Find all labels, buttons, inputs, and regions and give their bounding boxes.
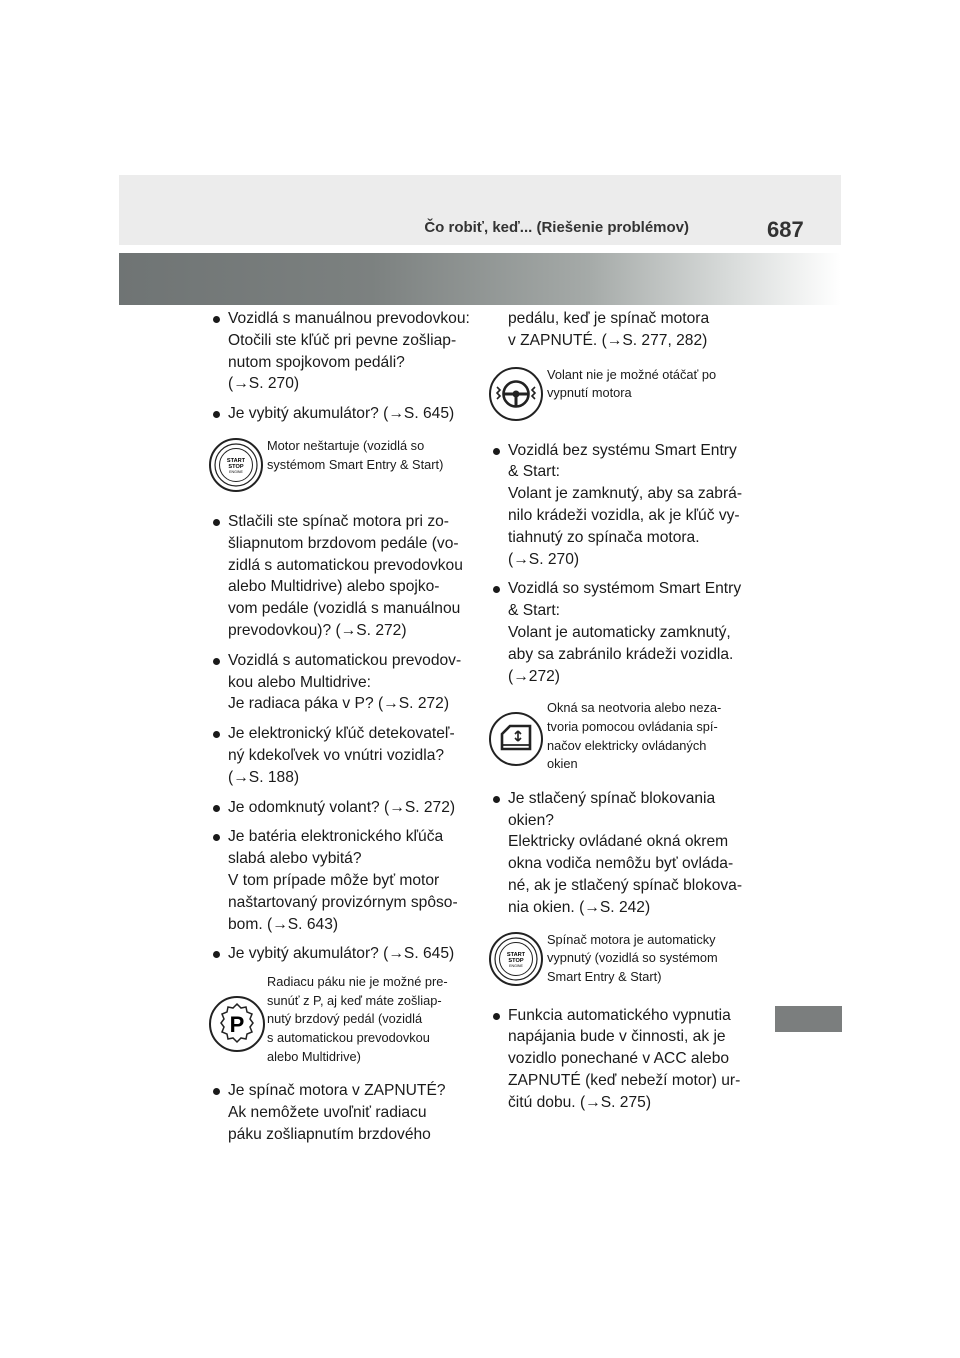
start-stop-engine-button-icon (208, 437, 264, 493)
text-line: & Start: (508, 463, 560, 481)
text-line: Elektricky ovládané okná okrem (508, 833, 729, 851)
bullet-item (211, 308, 471, 395)
bullet-item (211, 403, 471, 425)
text-line: zidlá s automatickou prevodovkou (228, 556, 463, 574)
icon-label: START (506, 951, 526, 958)
text-line: vypnutí motora (547, 385, 632, 401)
header-gradient-bar (119, 253, 841, 305)
callout-shift-lever-stuck (208, 973, 471, 1066)
callout-caption (267, 437, 471, 474)
text-line: (→S. 270) (508, 550, 580, 568)
text-line: Volant je zamknutý, aby sa zabrá- (508, 485, 743, 503)
bullet-item (211, 723, 471, 788)
text-line: Je batéria elektronického kľúča (228, 828, 444, 846)
text-line: aby sa zabránilo krádeži vozidla. (508, 645, 734, 663)
callout-steering-locked (488, 366, 751, 426)
text-line: okien? (508, 811, 554, 829)
text-line: Je elektronický kľúč detekovateľ- (228, 725, 455, 743)
text-line: Je odomknutý volant? (→S. 272) (228, 798, 456, 816)
text-line: Otočili ste kľúč pri pevne zošliap- (228, 331, 457, 349)
text-line: & Start: (508, 602, 560, 620)
icon-label: ENGINE (509, 963, 523, 968)
text-line: prevodovkou)? (→S. 272) (228, 621, 407, 639)
icon-label: ENGINE (229, 469, 243, 474)
text-line: Motor neštartuje (vozidlá so (267, 437, 425, 453)
icon-label: STOP (508, 957, 524, 964)
text-line: Funkcia automatického vypnutia (508, 1006, 731, 1024)
power-window-icon (488, 711, 544, 767)
text-line: alebo Multidrive) alebo spojko- (228, 578, 440, 596)
icon-label: P (229, 1012, 245, 1038)
text-line: Radiacu páku nie je možné pre- (267, 974, 448, 990)
text-line: slabá alebo vybitá? (228, 850, 362, 868)
text-line: Spínač motora je automaticky (547, 931, 716, 947)
text-line: okna vodiča nemôžu byť ovláda- (508, 855, 734, 873)
bullet-item (491, 578, 751, 687)
bullet-item (211, 943, 471, 965)
header-band (119, 175, 841, 245)
text-line: šliapnutom brzdovom pedále (vo- (228, 534, 459, 552)
bullet-item (211, 511, 471, 642)
text-line: Vozidlá bez systému Smart Entry (508, 441, 737, 459)
text-line: systémom Smart Entry & Start) (267, 456, 444, 472)
text-line: nia okien. (→S. 242) (508, 898, 651, 916)
text-line: sunúť z P, aj keď máte zošliap- (267, 992, 442, 1008)
text-line: V tom prípade môže byť motor (228, 871, 440, 889)
text-line: Je vybitý akumulátor? (→S. 645) (228, 405, 455, 423)
callout-engine-auto-off (488, 931, 751, 991)
text-line: okien (547, 756, 578, 772)
icon-label: STOP (228, 463, 244, 470)
text-line: vypnutý (vozidlá so systémom (547, 950, 718, 966)
text-line: v ZAPNUTÉ. (→S. 277, 282) (508, 331, 708, 349)
text-line: (→S. 188) (228, 768, 300, 786)
text-line: vozidlo ponechané v ACC alebo (508, 1050, 730, 1068)
text-line: bom. (→S. 643) (228, 915, 339, 933)
text-line: Je spínač motora v ZAPNUTÉ? (228, 1082, 446, 1100)
text-line: napájania bude v činnosti, ak je (508, 1028, 726, 1046)
chapter-thumb-tab (775, 1006, 842, 1032)
text-line: Je radiaca páka v P? (→S. 272) (228, 695, 450, 713)
text-line: (→272) (508, 667, 560, 685)
text-line: naštartovaný provizórnym spôso- (228, 893, 458, 911)
text-line: alebo Multidrive) (267, 1048, 361, 1064)
callout-caption (547, 699, 751, 773)
callout-windows-not-working (488, 699, 751, 773)
bullet-item (211, 1080, 471, 1145)
text-line: páku zošliapnutím brzdového (228, 1125, 431, 1143)
bullet-item (211, 797, 471, 819)
text-line: tiahnutý zo spínača motora. (508, 528, 700, 546)
right-column (491, 308, 751, 1122)
text-line: (→S. 270) (228, 375, 300, 393)
text-line: Smart Entry & Start) (547, 968, 662, 984)
text-line: né, ak je stlačený spínač blokova- (508, 876, 743, 894)
text-line: Je vybitý akumulátor? (→S. 645) (228, 945, 455, 963)
text-line: kou alebo Multidrive: (228, 673, 372, 691)
section-title: Čo robiť, keď... (Riešenie problémov) (424, 219, 689, 236)
text-line: Ak nemôžete uvoľniť radiacu (228, 1103, 427, 1121)
text-line: ný kdekoľvek vo vnútri vozidla? (228, 746, 445, 764)
bullet-item (491, 788, 751, 919)
steering-wheel-lock-icon (488, 366, 544, 422)
bullet-item (491, 440, 751, 571)
text-line: čitú dobu. (→S. 275) (508, 1093, 652, 1111)
text-line: Vozidlá s manuálnou prevodovkou: (228, 310, 470, 327)
text-line: Vozidlá s automatickou prevodov- (228, 651, 462, 669)
bullet-item (491, 1005, 751, 1114)
text-line: nutý brzdový pedál (vozidlá (267, 1011, 423, 1027)
page-number: 687 (767, 217, 804, 242)
text-line: Vozidlá so systémom Smart Entry (508, 580, 742, 598)
callout-engine-not-starting (208, 437, 471, 497)
callout-caption (547, 366, 751, 403)
text-line: nilo krádeži vozidla, ak je kľúč vy- (508, 506, 740, 524)
icon-label: START (226, 457, 246, 464)
text-line: Volant nie je možné otáčať po (547, 366, 717, 382)
text-line: ZAPNUTÉ (keď nebeží motor) ur- (508, 1071, 741, 1089)
text-line: Okná sa neotvoria alebo neza- (547, 700, 722, 716)
text-line: Je stlačený spínač blokovania (508, 789, 716, 807)
text-line: Volant je automaticky zamknutý, (508, 623, 731, 641)
bullet-item (211, 650, 471, 715)
callout-caption (547, 931, 751, 987)
park-gear-icon (208, 995, 266, 1053)
text-line: načov elektricky ovládaných (547, 737, 707, 753)
left-column (211, 308, 471, 1153)
text-line: Stlačili ste spínač motora pri zo- (228, 512, 449, 530)
text-line: tvoria pomocou ovládania spí- (547, 718, 718, 734)
text-line: vom pedále (vozidlá s manuálnou (228, 600, 461, 618)
text-line: nutom spojkovom pedáli? (228, 353, 405, 371)
bullet-item (211, 826, 471, 935)
continued-text (491, 308, 751, 352)
callout-caption (267, 973, 471, 1066)
start-stop-engine-button-icon (488, 931, 544, 987)
text-line: s automatickou prevodovkou (267, 1029, 430, 1045)
text-line: pedálu, keď je spínač motora (508, 310, 710, 327)
